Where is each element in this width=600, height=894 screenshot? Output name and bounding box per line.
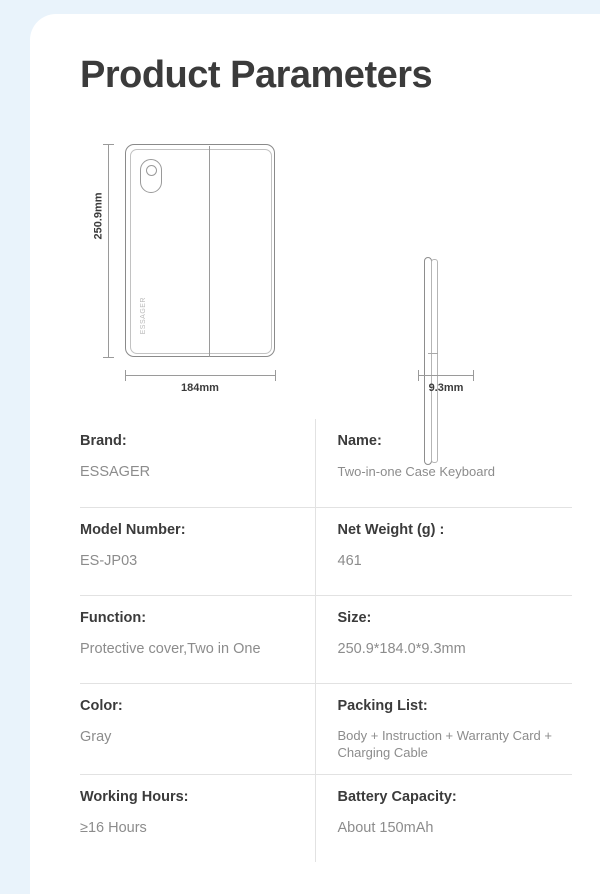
spec-cell-working-hours [80,775,315,862]
height-dimension-cap-top [103,144,114,145]
spec-value: ES-JP03 [80,553,138,569]
table-row [80,419,572,507]
spec-label: Brand: [80,433,127,449]
thickness-dimension-label: 9.3mm [428,382,464,394]
spec-label: Color: [80,698,123,714]
spec-label: Model Number: [80,522,186,538]
spec-value: ESSAGER [80,464,151,480]
spec-cell-function [80,596,315,683]
brand-mark-label: ESSAGER [140,296,147,334]
spec-value: About 150mAh [337,819,434,836]
spec-value: 250.9*184.0*9.3mm [337,641,466,657]
spec-label: Battery Capacity: [337,788,457,805]
page-title: Product Parameters [80,54,433,96]
camera-module-icon [140,159,162,193]
width-dimension-label: 184mm [181,382,219,394]
height-dimension-cap-bottom [103,357,114,358]
spec-cell-packing-list [315,684,573,774]
product-dimension-diagram [30,124,600,404]
width-dimension-line [125,375,275,376]
width-dimension-cap-right [275,370,276,381]
spec-value: ≥16 Hours [80,819,147,836]
height-dimension-label: 250.9mm [92,192,105,240]
width-dimension-cap-left [125,370,126,381]
spec-value: Gray [80,729,112,745]
spec-label: Size: [337,610,372,626]
spec-cell-model-number [80,508,315,595]
table-row [80,683,572,774]
thickness-dimension-line [418,375,473,376]
height-dimension-line [108,144,109,357]
specifications-table [80,419,572,862]
spec-label: Working Hours: [80,788,189,805]
spec-value: Two-in-one Case Keyboard [337,464,496,479]
side-view-hinge-line [428,353,438,354]
tablet-case-outline [125,144,275,357]
spec-cell-battery-capacity [315,775,573,862]
spec-label: Packing List: [337,698,428,714]
spec-value: Protective cover,Two in One [80,641,261,657]
front-view-illustration [125,144,275,359]
table-row [80,774,572,862]
camera-lens-icon [146,165,157,176]
spec-label: Function: [80,610,147,626]
spec-cell-size [315,596,573,683]
case-fold-line [209,146,210,357]
table-row [80,507,572,595]
spec-cell-name [315,419,573,507]
thickness-dimension-cap-right [473,370,474,381]
product-parameters-card [30,14,600,894]
spec-label: Name: [337,433,382,449]
thickness-dimension-cap-left [418,370,419,381]
table-row [80,595,572,683]
spec-label: Net Weight (g) : [337,522,445,538]
spec-cell-net-weight [315,508,573,595]
spec-value: Body + Instruction + Warranty Card + Charging Cable [337,728,552,760]
spec-value: 461 [337,553,362,569]
spec-cell-brand [80,419,315,507]
spec-cell-color [80,684,315,774]
